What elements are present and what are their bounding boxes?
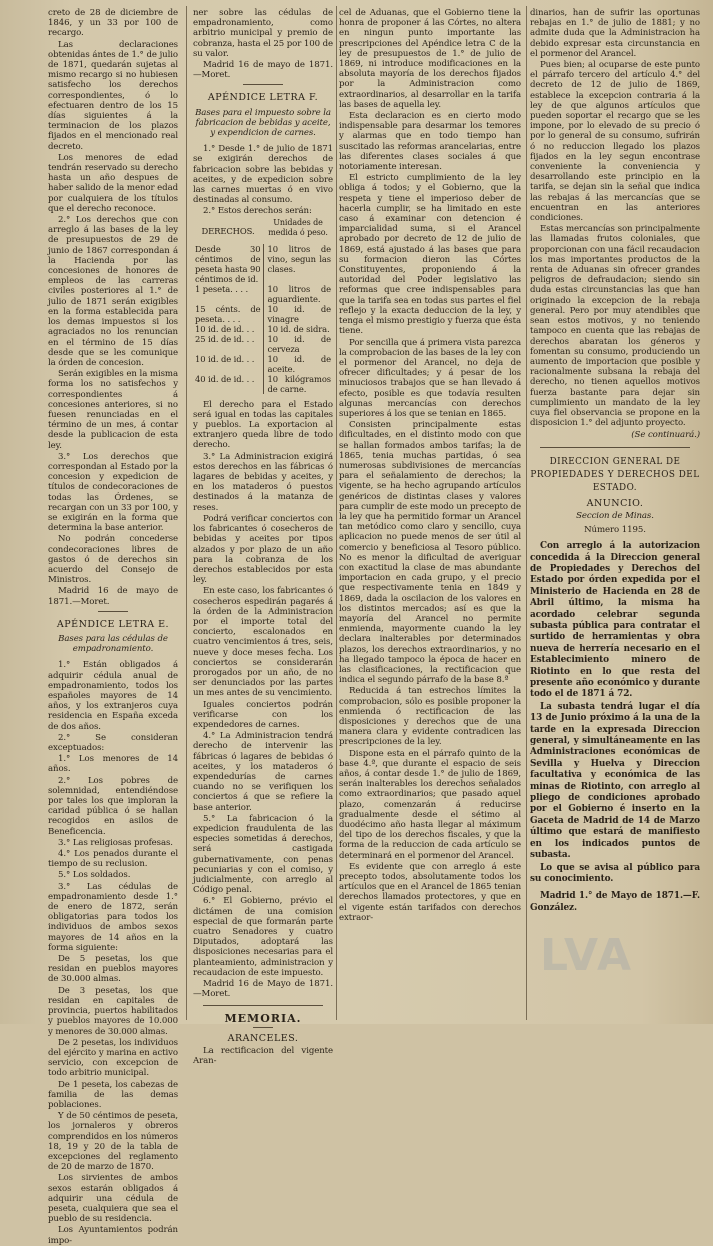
- paragraph: 1.° Están obligados á adquirir cédula anual de empadronamiento, todos los españoles mayores de 14 años, y los extranjeros cuya residencia en España exceda de dos años.: [48, 660, 178, 732]
- seccion-label: Seccion de Minas.: [576, 510, 654, 521]
- section-subtitle: Bases para el impuesto sobre la fabricacion de bebidas y aceite, y expendicion de carnes.: [195, 107, 331, 139]
- memoria-title: MEMORIA.: [224, 1012, 302, 1026]
- table-cell: 10 id. de id. . .: [195, 353, 255, 364]
- table-cell: 10 kilógramos de carne.: [263, 374, 333, 394]
- table-cell: 10 litros de aguardiente.: [263, 284, 333, 304]
- table-cell: 10 litros de vino, segun las clases.: [263, 244, 333, 284]
- table-header-duties: DERECHOS.: [201, 225, 255, 236]
- table-cell: 10 id. de aceite.: [263, 354, 333, 374]
- table-cell: 1 peseta. . . .: [195, 283, 249, 294]
- separator-rule: [98, 611, 128, 612]
- paragraph: 4.° Los penados durante el tiempo de su reclusion.: [48, 849, 178, 870]
- table-cell: 25 id. de id. . .: [195, 333, 255, 344]
- table-cell: 15 cénts. de peseta. . . .: [195, 303, 261, 324]
- paragraph: Consisten principalmente estas dificultades, en el distinto modo con que se hallan formados ambos tarifas; la de 1865, tenia muchas partidas, ó sea numerosas subdivisiones de mercancías para el señalamiento de derechos; la vigente, se ha hecho agrupando artículos genéricos de distintas clases y valores para cumplir de este modo un precepto de la ley que ha permitido formar un Arancel tan metódico como claro y sencillo, cuya aplicacion no puede menos de ser útil al comercio y beneficiosa al Tesoro público. No es menor la dificultad de averiguar con exactitud la clase de mas abundante importacion en cada grupo, y el precio que respectivamente tenia en 1849 y 1869, dada la oscilacion de los valores en los distintos mercados; así es que la mayoría del Arancel no permite enmienda, mayormente cuando la ley declara inalterables por determinados plazos, los derechos extraordinarios, y no ha llegado tampoco la época de hacer en las clasificaciones, la rectificacion que indica el segundo párrafo de la base 8.ª: [339, 420, 521, 686]
- paragraph: ner sobre las cédulas de empadronamiento, como arbitrio municipal y premio de cobranza, hasta el 25 por 100 de su valor.: [193, 8, 334, 59]
- paragraph: 1.° Desde 1.° de julio de 1871 se exigirán derechos de fabricacion sobre las bebidas y aceites, y de expedicion sobre las carnes muertas ó en vivo destinadas al consumo.: [193, 144, 333, 206]
- signature-line: Madrid 16 de mayo de 1871.—Moret.: [193, 60, 333, 81]
- section-subtitle: Bases para las cédulas de empadronamiento.: [58, 633, 168, 655]
- table-row: [193, 334, 333, 354]
- paragraph: creto de 28 de diciembre de 1846, y un 33 por 100 de recargo.: [48, 8, 178, 39]
- paragraph: 6.° El Gobierno, prévio el dictámen de una comision especial de que formarán parte cuatro Senadores y cuatro Diputados, adoptará las disposiciones necesarias para el planteamiento, administracion y recaudacion de este impuesto.: [193, 896, 333, 978]
- table-row: [193, 304, 333, 324]
- paragraph: 3.° Los derechos que correspondan al Estado por la concesion y expedicion de títulos de condecoraciones de todas las Órdenes, se recargan con un 33 por 100, y se exigirán en la forma que determina la base anterior.: [48, 451, 178, 534]
- paragraph: 3.° Las religiosas profesas.: [58, 837, 173, 848]
- column-1: [48, 8, 178, 1246]
- table-row: [193, 244, 333, 284]
- separator-rule: [540, 447, 690, 448]
- table-header-row: [193, 218, 333, 244]
- direccion-heading: DIRECCION GENERAL DE PROPIEDADES Y DERECHOS DEL ESTADO.: [530, 456, 700, 493]
- signature-line: Madrid 1.° de Mayo de 1871.—F. González.: [530, 891, 700, 913]
- paragraph: Las declaraciones obtenidas ántes de 1.° de julio de 1871, quedarán sujetas al mismo recargo si no hubiesen satisfecho los derechos correspondientes, ó lo efectuaren dentro de los 15 días siguientes á la terminacion de los plazos fijados en el mencionado real decreto.: [48, 39, 178, 152]
- table-row: [193, 374, 333, 394]
- table-cell: Desde 30 céntimos de peseta hasta 90 céntimos de id.: [195, 243, 261, 284]
- paragraph: Los Ayuntamientos podrán impo-: [48, 1225, 178, 1246]
- paragraph: 1.° Los menores de 14 años.: [48, 754, 178, 775]
- table-cell: 10 id. de vinagre: [263, 304, 333, 324]
- paragraph: 3.° La Administracion exigirá estos derechos en las fábricas ó lagares de bebidas y aceites, y en los mataderos ó puestos destinados á la matanza de reses.: [193, 451, 333, 513]
- column-4: [530, 8, 700, 1018]
- table-cell: 40 id. de id. . .: [195, 373, 255, 384]
- table-row: [193, 354, 333, 374]
- column-3: [339, 8, 521, 1018]
- paragraph: Y de 50 céntimos de peseta, los jornaleros y obreros comprendidos en los números 18, 19 y 20 de la tabla de excepciones del reglamento de 20 de marzo de 1870.: [48, 1111, 178, 1173]
- watermark: LVA: [540, 930, 634, 981]
- paragraph: dinarios, han de sufrir las oportunas rebajas en 1.° de julio de 1881; y no admite duda que la Administracion ha debido expresar esta circunstancia en el pormenor del Arancel.: [530, 8, 700, 59]
- numero-label: Número 1195.: [584, 524, 646, 535]
- column-divider: [336, 6, 337, 1020]
- paragraph: 4.° La Administracion tendrá derecho de intervenir las fábricas ó lagares de bebidas ó aceites, y los mataderos ó expendedurías de carnes cuando no se verifiquen los conciertos á que se refiere la base anterior.: [193, 731, 333, 813]
- signature-line: Madrid 16 de Mayo de 1871.—Moret.: [193, 979, 333, 1000]
- paragraph: Esta declaracion es en cierto modo indispensable para desarmar los temores y alarmas que en todo tiempo han suscitado las reformas arancelarias, entre las diferentes clases sociales á que notoriamente interesan.: [339, 111, 521, 173]
- paragraph: De 3 pesetas, los que residan en capitales de provincia, puertos habilitados y pueblos mayores de 10.000 y menores de 30.000 almas.: [48, 985, 178, 1037]
- paragraph: Por sencilla que á primera vista parezca la comprobacion de las bases de la ley con el pormenor del Arancel, no deja de ofrecer dificultades; y á pesar de los minuciosos trabajos que se han llevado á efecto, posible es que todavía resulten algunas mercancías con derechos superiores á los que se tenian en 1865.: [339, 337, 521, 419]
- paragraph: El derecho para el Estado será igual en todas las capitales y pueblos. La exportacion al extranjero queda libre de todo derecho.: [193, 399, 333, 451]
- paragraph: 5.° La fabricacion ó la expedicion fraudulenta de las especies sometidas á derechos, será castigada gubernativamente, con penas pecuniarias y con el comiso, y judicialmente, con arreglo al Código penal.: [193, 813, 333, 896]
- signature-line: Madrid 16 de mayo de 1871.—Moret.: [48, 586, 178, 607]
- paragraph: 2.° Los derechos que con arreglo á las bases de la ley de presupuestos de 29 de junio de 1867 correspondan á la Hacienda por las concesiones de honores de empleos de las carreras civiles posteriores al 1.° de julio de 1871 serán exigibles en la forma establecida para los demas impuestos si los agraciados no los renuncian en el término de 15 días desde que se les comunique la órden de concesion.: [48, 215, 178, 368]
- paragraph: Podrá verificar conciertos con los fabricantes ó cosecheros de bebidas y aceites por tipos alzados y por plazo de un año para la cobranza de los derechos establecidos por esta ley.: [193, 513, 333, 586]
- column-divider: [526, 6, 527, 1020]
- paragraph: Con arreglo á la autorizacion concedida á la Direccion general de Propiedades y Derechos del Estado por órden expedida por el Ministerio de Hacienda en 28 de Abril último, la misma ha acordado celebrar segunda subasta pública para contratar el surtido de herramientas y obra nueva de herrería necesario en el Establecimiento minero de Riotinto en lo que resta del presente año económico y durante todo el de 1871 á 72.: [530, 541, 700, 700]
- paragraph: De 1 peseta, los cabezas de familia de las demas poblaciones.: [48, 1079, 178, 1110]
- table-cell: 10 id. de cerveza: [263, 334, 333, 354]
- continued-note: (Se continuará.): [631, 430, 700, 441]
- table-row: [193, 324, 333, 334]
- paragraph: 2.° Los pobres de solemnidad, entendiéndose por tales los que imploran la caridad pública ó se hallan recogidos en asilos de Beneficencia.: [48, 775, 178, 837]
- table-row: [193, 284, 333, 304]
- section-heading: APÉNDICE LETRA E.: [56, 618, 170, 630]
- paragraph: Serán exigibles en la misma forma los no satisfechos y correspondientes á concesiones anteriores, si no fuesen renunciadas en el término de un mes, á contar desde la publicacion de esta ley.: [48, 369, 178, 451]
- paragraph: 2.° Estos derechos serán:: [203, 206, 312, 217]
- paragraph: No podrán concederse condecoraciones libres de gastos ó de derechos sin acuerdo del Consejo de Ministros.: [48, 534, 178, 586]
- paragraph: De 5 pesetas, los que residan en pueblos mayores de 30.000 almas.: [48, 954, 178, 985]
- anuncio-title: ANUNCIO.: [586, 497, 644, 509]
- paragraph: 3.° Las cédulas de empadronamiento desde 1.° de enero de 1872, serán obligatorias para todos los individuos de ambos sexos mayores de 14 años en la forma siguiente:: [48, 881, 178, 953]
- aranceles-heading: ARANCELES.: [227, 1032, 299, 1044]
- paragraph: 2.° Se consideran exceptuados:: [48, 732, 178, 754]
- paragraph: Los menores de edad tendrán reservado su derecho hasta un año despues de haber salido de la menor edad por cualquiera de los títulos que el derecho reconoce.: [48, 152, 178, 214]
- paragraph: Pues bien; al ocuparse de este punto el párrafo tercero del artículo 4.° del decreto de 12 de julio de 1869, establece la excepcion contraria á la ley de que algunos artículos que pueden soportar el recargo que se les impone, por lo elevado de su precio ó por lo general de su consumo, sufrirán ó no reduccion llegado los plazos fijados en la ley segun encontrase conveniente la conveniencia y desarrollando este principio en la tarifa, se dejan sin la señal que indica las rebajas á las mercancías que se encuentran en las anteriores condiciones.: [530, 60, 700, 224]
- paragraph: El estricto cumplimiento de la ley obliga á todos; y el Gobierno, que la respeta y tiene el imperioso deber de hacerla cumplir, se ha limitado en este caso á examinar con detencion é imparcialidad suma, si el Arancel aprobado por decreto de 12 de julio de 1869, está ajustado á las bases que para su formacion dieron las Córtes Constituyentes, proponiendo á la autoridad del Poder legislativo las reformas que cree indispensables para que la tarifa sea en todas sus partes el fiel reflejo y la exacta deduccion de la ley, y tenga el mismo prestigio y fuerza que ésta tiene.: [339, 173, 521, 337]
- separator-rule: [203, 1005, 323, 1006]
- paragraph: Reducida á tan estrechos límites la comprobacion, sólo es posible proponer la enmienda ó rectificacion de las disposiciones y derechos que de una manera clara y evidente contradicen las prescripciones de la ley.: [339, 686, 521, 748]
- paragraph: Dispone esta en el párrafo quinto de la base 4.ª, que durante el espacio de seis años, á contar desde 1.° de julio de 1869, serán inalterables los derechos señalados como extraordinarios; que pasado aquel plazo, comenzarán á reducirse gradualmente desde el sétimo al duodécimo año hasta llegar al máximum del tipo de los derechos fiscales, y que la forma de la reduccion de cada artículo se determinará en el pormenor del Arancel.: [339, 748, 521, 861]
- duties-table: [193, 218, 333, 394]
- table-header-units: Unidades de medida ó peso.: [268, 217, 328, 237]
- column-divider: [186, 6, 187, 1020]
- paragraph: cel de Aduanas, que el Gobierno tiene la honra de proponer á las Córtes, no altera en ningun punto importante las prescripciones del Apéndice letra C de la ley de presupuestos de 1.° de julio de 1869, ni introduce modificaciones en la absoluta mayoría de los derechos fijados por la Administracion como extraordinarios, al desarrollar en la tarifa las bases de aquella ley.: [339, 8, 521, 110]
- separator-rule: [253, 1027, 273, 1028]
- column-2: [193, 8, 334, 1067]
- paragraph: 5.° Los soldados.: [58, 870, 131, 881]
- paragraph: La subasta tendrá lugar el día 13 de Junio próximo á la una de la tarde en la expresada Direccion general, y simultáneamente en las Administraciones económicas de Sevilla y Huelva y Direccion facultativa y económica de las minas de Riotinto, con arreglo al pliego de condiciones aprobado por el Gobierno é inserto en la Gaceta de Madrid de 14 de Marzo último que estará de manifiesto en los indicados puntos de subasta.: [530, 701, 700, 861]
- paragraph: En este caso, los fabricantes ó cosecheros espedirán pagarés á la órden de la Administracion por el importe total del concierto, escalonados en cuatro vencimientos á tres, seis, nueve y doce meses fecha. Los conciertos se considerarán prorogados por un año, de no ser denunciados por las partes un mes antes de su vencimiento.: [193, 586, 333, 699]
- section-heading: APÉNDICE LETRA F.: [207, 92, 319, 104]
- paragraph: Lo que se avisa al público para su conocimiento.: [530, 862, 700, 884]
- paragraph: Iguales conciertos podrán verificarse con los expendedores de carnes.: [193, 699, 333, 730]
- paragraph: De 2 pesetas, los individuos del ejército y marina en activo servicio, con excepcion de todo arbitrio municipal.: [48, 1037, 178, 1079]
- paragraph: Es evidente que con arreglo á este precepto todos, absolutamente todos los artículos que en el Arancel de 1865 tenian derechos llamados protectores, y que en el vigente están tarifados con derechos extraor-: [339, 861, 521, 923]
- paragraph: La rectificacion del vigente Aran-: [193, 1045, 333, 1067]
- separator-rule: [243, 84, 283, 85]
- paragraph: Estas mercancías son principalmente las llamadas frutos coloniales, que proporcionan con una fácil recaudacion los mas importantes productos de la renta de Aduanas sin ofrecer grandes peligros de defraudacion; siendo sin duda estas circunstancias las que han originado la excepcion de la rebaja general. Pero por muy atendibles que sean estos motivos, y no teniendo tampoco en cuenta que las rebajas de derechos abaratan los géneros y fomentan su consumo, produciendo un aumento de importacion que posible y racionalmente subsana la rebaja del derecho, no tienen aquellos motivos fuerza bastante para dejar sin cumplimiento un mandato de la ley cuya fiel observancia se propone en la disposicion 1.° del adjunto proyecto.: [530, 224, 700, 429]
- paragraph: Los sirvientes de ambos sexos estarán obligados á adquirir una cédula de peseta, cualquiera que sea el pueblo de su residencia.: [48, 1173, 178, 1225]
- table-cell: 10 id. de id. . .: [195, 323, 255, 334]
- table-cell: 10 id. de sidra.: [263, 324, 333, 334]
